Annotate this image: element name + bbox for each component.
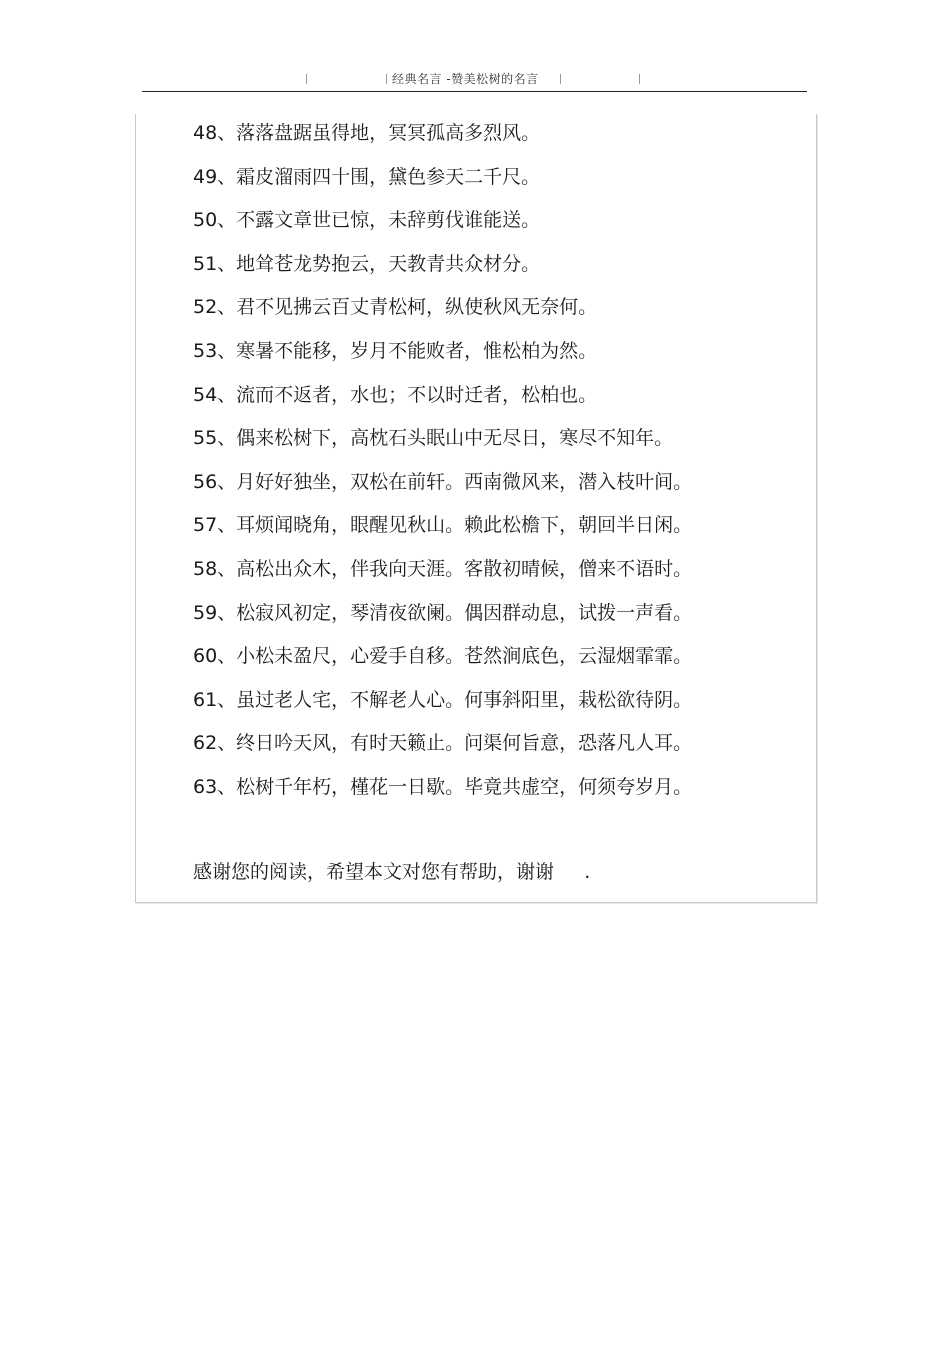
quote-item: 51、地耸苍龙势抱云，天教青共众材分。 bbox=[193, 252, 541, 275]
quote-item: 62、终日吟天风，有时天籁止。问渠何旨意，恐落凡人耳。 bbox=[193, 732, 693, 755]
page-header bbox=[0, 64, 950, 92]
quote-item: 48、落落盘踞虽得地，冥冥孤高多烈风。 bbox=[193, 122, 541, 144]
quote-item: 61、虽过老人宅，不解老人心。何事斜阳里，栽松欲待阴。 bbox=[193, 688, 693, 711]
quote-item: 55、偶来松树下，高枕石头眠山中无尽日，寒尽不知年。 bbox=[193, 427, 674, 450]
quote-item: 59、松寂风初定，琴清夜欲阑。偶因群动息，试拨一声看。 bbox=[193, 601, 693, 624]
quote-item: 58、高松出众木，伴我向天涯。客散初晴候，僧来不语时。 bbox=[193, 557, 693, 580]
header-tick bbox=[306, 74, 307, 84]
header-tick bbox=[560, 74, 561, 84]
quote-item: 57、耳烦闻晓角，眼醒见秋山。赖此松檐下，朝回半日闲。 bbox=[193, 514, 693, 537]
header-tick bbox=[386, 74, 387, 84]
quote-item: 50、不露文章世已惊，未辞剪伐谁能送。 bbox=[193, 209, 541, 232]
quote-item: 52、君不见拂云百丈青松柯，纵使秋风无奈何。 bbox=[193, 296, 598, 319]
quote-item: 54、流而不返者，水也；不以时迁者，松柏也。 bbox=[193, 383, 598, 406]
quote-item: 53、寒暑不能移，岁月不能败者，惟松柏为然。 bbox=[193, 339, 598, 362]
quote-item: 56、月好好独坐，双松在前轩。西南微风来，潜入枝叶间。 bbox=[193, 470, 693, 493]
header-divider bbox=[142, 91, 807, 92]
closing-message: 感谢您的阅读，希望本文对您有帮助，谢谢 . bbox=[193, 861, 591, 883]
quote-item: 49、霜皮溜雨四十围，黛色参天二千尺。 bbox=[193, 165, 541, 188]
quote-list bbox=[193, 118, 793, 816]
quote-item: 63、松树千年朽，槿花一日歇。毕竟共虚空，何须夸岁月。 bbox=[193, 775, 693, 798]
header-title: 经典名言 -赞美松树的名言 bbox=[392, 72, 539, 86]
header-tick bbox=[639, 74, 640, 84]
quote-item: 60、小松未盈尺，心爱手自移。苍然涧底色，云湿烟霏霏。 bbox=[193, 645, 693, 668]
